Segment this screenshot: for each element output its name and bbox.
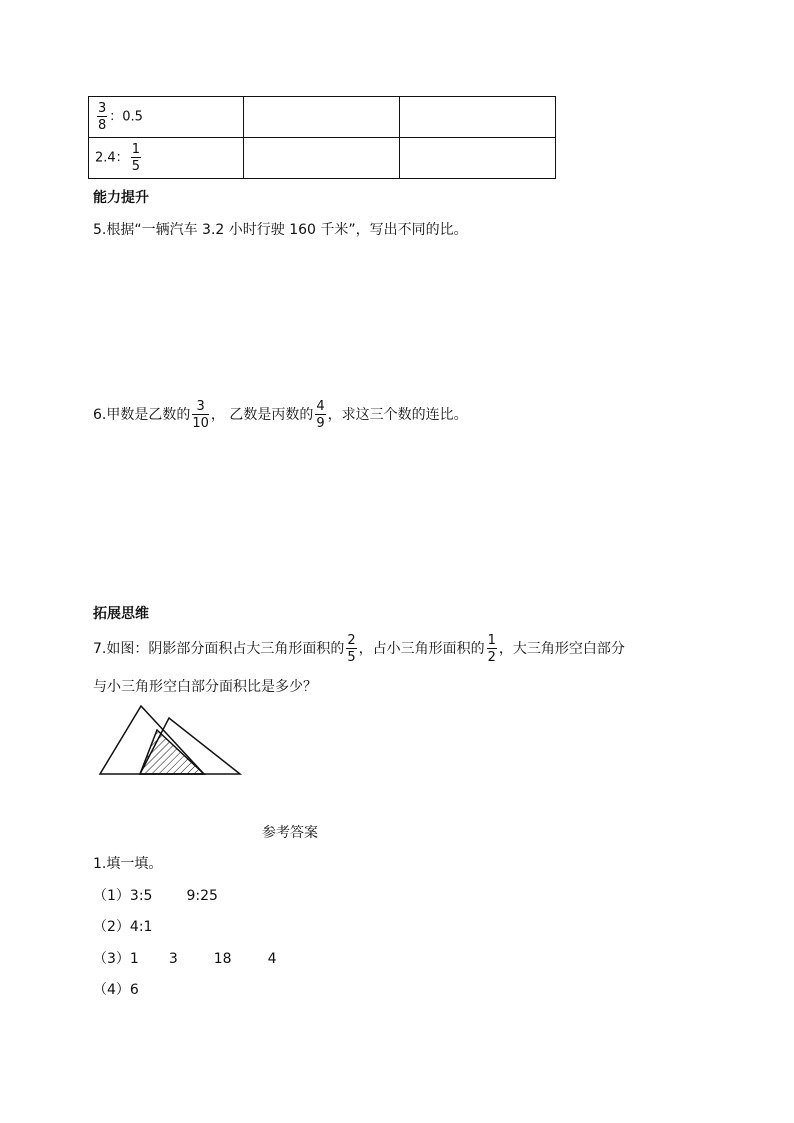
question-7-line2: 与小三角形空白部分面积比是多少？ <box>93 679 317 695</box>
answer-2: （2）4:1 <box>93 919 153 935</box>
table-cell-empty <box>400 138 556 179</box>
question-6: 6.甲数是乙数的 $\frac{3}{10}$ ， 乙数是丙数的 $\frac{4}{9}$ ，求这三个数的连比。 <box>93 399 468 431</box>
answer-title: 参考答案 <box>262 825 318 841</box>
section-heading-ability: 能力提升 <box>93 190 149 206</box>
fraction: $\frac{1}{5}$ <box>131 142 140 174</box>
answer-4: （4）6 <box>93 982 139 998</box>
fraction: $\frac{3}{10}$ <box>192 399 209 431</box>
answer-3: （3）1 3 18 4 <box>93 951 277 967</box>
question-5: 5.根据“一辆汽车 3.2 小时行驶 160 千米”，写出不同的比。 <box>93 222 468 238</box>
table-cell-empty <box>244 97 400 138</box>
table-row <box>89 138 556 179</box>
shaded-region <box>140 730 204 774</box>
fraction: $\frac{4}{9}$ <box>316 399 325 431</box>
fraction: $\frac{3}{8}$ <box>98 101 107 133</box>
table-cell <box>89 138 244 179</box>
section-heading-extend: 拓展思维 <box>93 606 149 622</box>
table-cell <box>89 97 244 138</box>
table-cell-text: ：0.5 <box>109 109 143 125</box>
ratio-table <box>88 96 556 179</box>
answer-1: （1）3:5 9:25 <box>93 888 218 904</box>
answer-heading: 1.填一填。 <box>93 856 163 872</box>
fraction: $\frac{2}{5}$ <box>347 633 356 665</box>
table-row <box>89 97 556 138</box>
fraction: $\frac{1}{2}$ <box>487 633 496 665</box>
question-7-line1: 7.如图：阴影部分面积占大三角形面积的 $\frac{2}{5}$ ，占小三角形面积的 $\frac{1}{2}$ ，大三角形空白部分 <box>93 633 625 665</box>
table-cell-text: 2.4： <box>95 150 129 166</box>
table-cell-empty <box>244 138 400 179</box>
table-cell-empty <box>400 97 556 138</box>
overlapping-triangles-figure <box>96 702 244 780</box>
